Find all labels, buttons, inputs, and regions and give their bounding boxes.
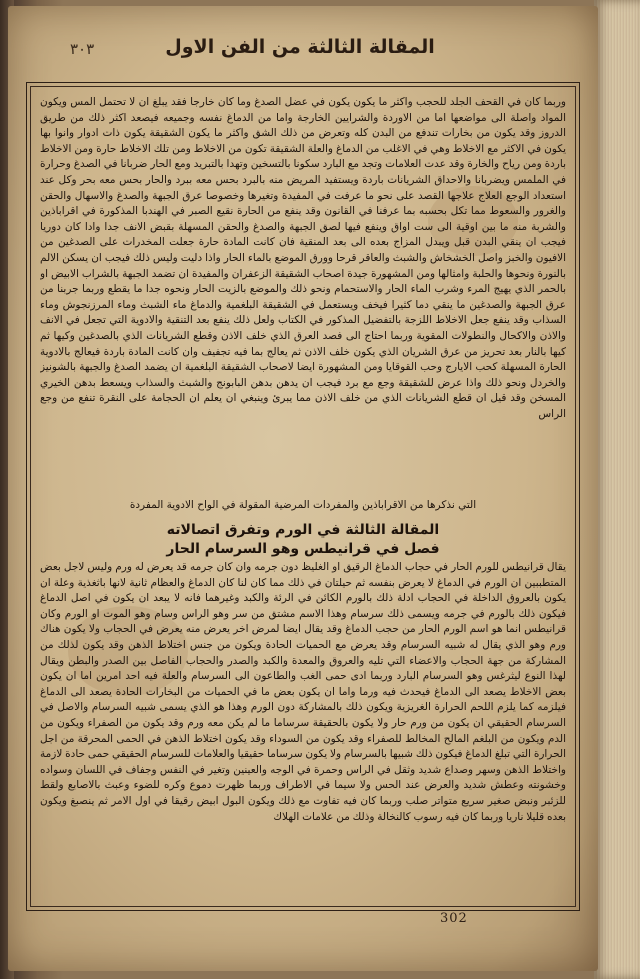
running-head: المقالة الثالثة من الفن الاول <box>165 36 435 58</box>
page-edges <box>594 0 640 979</box>
section-heading: المقالة الثالثة في الورم وتفرق اتصالاته <box>166 522 440 538</box>
closing-lines: التي نذكرها من الاقراباذين والمفردات المرضية المقولة في الواح الادوية المفردة <box>129 499 477 511</box>
page-number-bottom: 302 <box>440 911 468 926</box>
chapter-heading: فصل في قرانيطس وهو السرسام الحار <box>166 541 440 557</box>
body-paragraph-1: وربما كان في القحف الجلد للحجب واكثر ما يكون يكون في عضل الصدغ وما كان خارجا فقد يبلغ ان لا تحتمل المس ويكون المواد واصلة الى مواضعها اما من الاوردة والشرايين الخارجة واما من الدماغ نفسه وجميعه فيصعد اكثر ذلك من طريق الدروز وقد يكون من بخارات تندفع من البدن كله وتعرض من ذلك الشق واكثر ما يكون الشقيقة يكون ذات ادوار وانوا بها يكون في الاكثر مع الاخلاط وهي في الاغلب من الدماغ والعلة الشقيقة تكون من الاخلاط ومن تلك الاخلاط حارة ومن الاخلاط باردة ومن رياح والخارة وقد عدت العلامات وتجد مع البارد سكونا بالتسخين وتهدا بالتبريد ومع الحار ضربانا في الصدغ وحرارة في الملمس ويضربانا والاحداق الشريانات باردة ويستفيد المريض منه بالبرد بحس معه ببرد والحار بحس معه بحر وكل عند استعداد الوجع العلاج علاجها القصد على نحو ما عرفت في المفيدة وتغيرها وخصوصا عرق الجبهة والصدغ والاسهال والحقن والغرور والسعوط مما تكل بحسبه بما عرفنا في القانون وقد ينفع من الحارة نقيع الصبر في الهندبا المذكورة في اقراباذين والشربة منه ما بين اوقية الى ست اواق وينفع فيها لصق الجبهة والصدغ والحقن المسهلة بقبض الانف جدا وادا كان دوريا فيجب ان ينقي البدن قبل ويبدل المزاج بعده الى بعد المنقية فان كانت المادة حارة جعلت المخدرات على الصدغين من الافيون والخبز واصل الخشخاش والشبث والعاقر قرحا وورق الموضع بالماء الحار واذا دليت وليس ذلك فيجب ان يسكن الالم بالنورة ونحوها والحلبة وامثالها ومن المشهورة جيدة اصحاب الشقيقة الزعفران والمفيدة ان تضمد الجبهة بالشراب الابيض او بالحمر الذي يهيج المرء وشرب الماء الحار والاستحمام ونحو ذلك والموضع بالزيت الحار ونحوه جدا ما يقطع وربما جربنا من عرق الجبهة والصدغين ما ينقي دما كثيرا فيخف ويستعمل في الشقيقة البلغمية والدماغ ماء الشبث وماء المرزنجوش وماء السذاب وقد ينفع جعل الاخلاط اللزجة بالتفضيل المذكور في الكتاب ولعل ذلك ينفع بعد التنقية والادوية التي تجعل في الانف والاذن والاكحال والنطولات المقوية وربما احتاج الى فصد العرق الذي خلف الاذن وقطع الشريانات الذي بالصدغين وكيها ثم كيها بالنار بعد تحريز من عرق الشريان الذي يكون خلف الاذن ثم يعالج بما فيه تجفيف وان كانت المادة باردة فيعالج بالادوية الحارة المسهلة كحب الايارج وحب القوقايا ومن المشهورة ايضا لاصحاب الشقيقة البلغمية ان يضمد الصدغ والجبهة بالشونيز والخردل ونحو ذلك واذا عرض للشقيقة وجع مع برد فيجب ان يدهن بدهن البابونج والشبث والسذاب ويسعط بدهن الخيري المسخن وقد قيل ان قطع الشريانات الذي من خلف الاذن مما يبرئ وينبغي ان يعلم ان الحجامة على النقرة تنفع من وجع الراس <box>40 96 566 420</box>
page-number-top: ٣٠٣ <box>70 40 95 58</box>
body-paragraph-2: يقال قرانيطس للورم الحار في حجاب الدماغ الرقيق او الغليظ دون جرمه وان كان جرمه قد يعرض له ورم وليس لاجل بعض المتطببين ان الورم في الدماغ لا يعرض بنفسه ثم حيلتان في ذلك مما كان لنا كان الدماغ والعظام ثانية لانها باثغذية وعلة ان يكون بالعروق الداخلة في الحجاب ادلة ذلك بالورم الكائن في الرئة والكبد وغيرهما فانه لا يبعد ان يكون في اصل الدماغ فيكون ذلك بالورم في جرمه ويسمى ذلك سرسام وهذا الاسم مشتق من سر وهو الراس وسام وهو الموت او الورم وكان قرانيطس انما هو اسم الورم الحار من حجب الدماغ وقد يقال ايضا لمرض اخر يعرض منه يعرض في الحجاب ولا يكون هناك ورم وهو الذي يقال له شبيه السرسام وقد يعرض مع الحميات الحادة ويكون من جنس اختلاط الذهن وقد يكون لذلك من المشاركة من جهة الحجاب والاعضاء التي تليه والعروق والمعدة والكبد والصدر والحجاب الفاصل بين الصدر والبطن ويقال لهذا النوع ليثرغس وهو السرسام البارد وربما ادى حمى الغب والطاعون الى السرسام والعلة فيه احد امرين اما ان يكون بعض الاخلاط يصعد الى الدماغ فيحدث فيه ورما واما ان يكون بعض ما في الحميات من البخارات الحادة يصعد الى الدماغ فيلزمه كما يلزم اللحم الحرارة الغريزية ويكون ذلك بالمشاركة دون الورم وهذا هو الذي يسمى شبيه السرسام والاصل في السرسام الحقيقي ان يكون من ورم حار ولا يكون بالحقيقة سرساما ما لم يكن معه ورم وقد يكون من الصفراء ويكون من الدم ويكون من البلغم المالح المخالط للصفراء وقد يكون من السوداء وقد يكون اختلاط الذهن في الحمى المحرقة من اجل الحرارة التي تبلغ الدماغ فيكون ذلك شبيها بالسرسام ولا يكون سرساما حقيقيا والعلامات للسرسام الحقيقي حمى حادة لازمة واختلاط الذهن وسهر وصداع شديد وثقل في الراس وحمرة في الوجه والعينين وتغير في النفس وجفاف في اللسان وسواده وخشونته وعطش شديد والعرض عند الحس ولا سيما في الاطراف وربما ظهرت دموع وكره للضوء وعبث بالاصابع ولقط للزئبر ونبض صغير سريع متواتر صلب وربما كان فيه تفاوت مع ذلك ويكون البول ابيض رقيقا في اول الامر ثم ينصبغ ويكون بعده قليلا ناريا وربما كان فيه رسوب كالنخالة وذلك من علامات الهلاك <box>40 561 566 823</box>
